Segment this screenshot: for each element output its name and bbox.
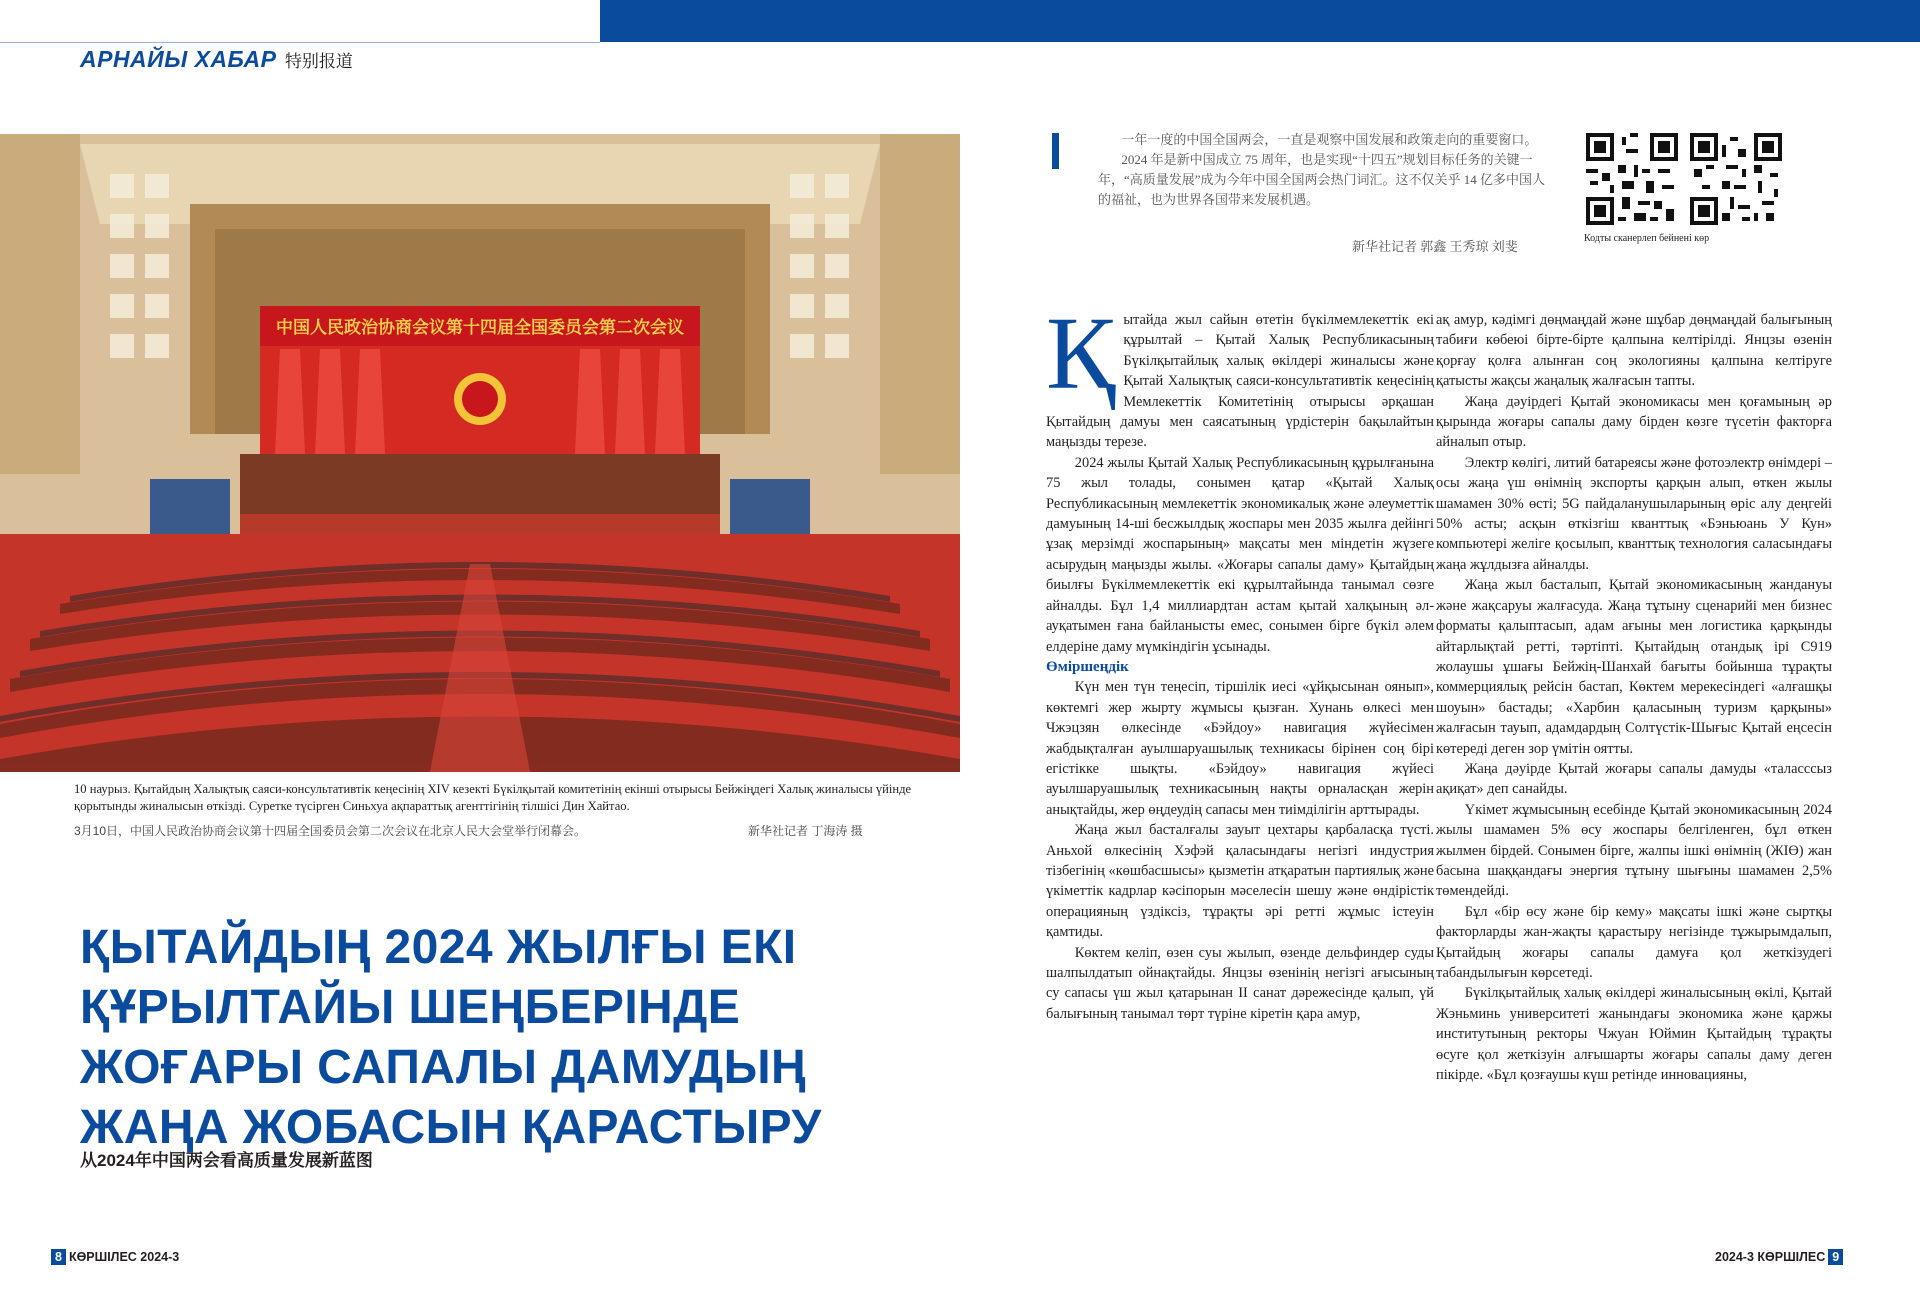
drop-cap: Қ	[1046, 296, 1116, 411]
section-title-kz: АРНАЙЫ ХАБАР	[80, 46, 277, 72]
article-paragraph: Көктем келіп, өзен суы жылып, өзенде дельфиндер суды шалпылдатып ойнақтайды. Янцзы өзенінің негізгі ағысының су сапасы үш жыл қатарынан II санат дәрежесінде қалып, үй балығының танымал төрт түріне кіретін қара амур,	[1046, 944, 1434, 1022]
qr-code-icon-1[interactable]	[1586, 133, 1678, 225]
article-paragraph: Электр көлігі, литий батареясы және фотоэлектр өнімдері – осы жаңа үш өнімнің экспорты қарқын алып, өткен жылы шамамен 30% өсті; 5G пайдаланушыларының өріс алу деңгейі 50% асты; асқын өткізгіш кванттық «Бэньюань У Кун» компьютері желіге қосылып, кванттық технология саласындағы жаңа жұлдызға айналды.	[1436, 454, 1832, 573]
article-headline: ҚЫТАЙДЫҢ 2024 ЖЫЛҒЫ ЕКІ ҚҰРЫЛТАЙЫ ШЕҢБЕРІНДЕ ЖОҒАРЫ САПАЛЫ ДАМУДЫҢ ЖАҢА ЖОБАСЫН ҚАРАСТЫРУ	[80, 921, 822, 1154]
article-paragraph: ақ амур, кәдімгі дөңмаңдай және шұбар дөңмаңдай балығының табиғи көбеюі бірте-бірте қалпына келтірілді. Янцзы өзенін қорғау қолға алынған соң экологияны қалпына келтіруге қатысты жақсы жаңалық жалғасын тапты.	[1436, 312, 1832, 390]
footer-right	[1715, 1249, 1846, 1265]
article-column-2	[1436, 310, 1832, 1085]
article-paragraph	[1046, 296, 1434, 453]
article-paragraph: Бұл «бір өсу және бір кему» мақсаты ішкі және сыртқы факторларды жан-жақты қарастыру негізінде тұжырымдалып, Қытайдың жоғары сапалы дамуға қол жеткізудегі табандылығын көрсетеді.	[1436, 903, 1832, 981]
article-paragraph: Жаңа жыл басталып, Қытай экономикасының жандануы және жақсаруы жалғасуда. Жаңа тұтыну сценарийі мен бизнес форматы қалыптасып, адам ағыны мен логистика қарқынды айтарлықтай ретті, тәртіпті. Қытайдың отандық ірі С919 жолаушы ұшағы Бейжің-Шанхай бағыты бойынша тұрақты коммерциялық рейсін бастап, Көктем мерекесіндегі «алғашқы шоуын» бастады; «Харбин қаласының туризм қарқыны» жалғасын тауып, адамдардың Солтүстік-Шығыс Қытай еңсесін көтереді деген зор үмітін оятты.	[1436, 577, 1832, 757]
conference-hall-photo	[0, 134, 960, 772]
article-paragraph: Күн мен түн теңесіп, тіршілік иесі «ұйқысынан оянып», көктемгі жер жырту жұмысы қызған. Хунань өлкесі мен Чжэцзян өлкесінде «Бэйдоу» навигация жүйесімен жабдықталған ауылшаруашылық техникасы бірінен соң бірі егістікке шықты. «Бэйдоу» навигация жүйесі ауылшаруашылық техникасының нақты орналасқан жерін анықтайды, жер өңдеудің сапасы мен тиімділігін арттырады.	[1046, 679, 1434, 818]
intro-credit: 新华社记者 郭鑫 王秀琼 刘斐	[1352, 239, 1518, 254]
article-paragraph: Жаңа дәуірдегі Қытай экономикасы мен қоғамының әр қырында жоғары сапалы даму бірден көзге түсетін факторға айналып отыр.	[1436, 393, 1832, 451]
footer-left-text: КӨРШІЛЕС 2024-3	[68, 1250, 180, 1264]
top-color-bar	[600, 0, 1920, 42]
intro-accent-bar	[1052, 133, 1059, 169]
article-paragraph: Үкімет жұмысының есебінде Қытай экономикасының 2024 жылы шамамен 5% өсу жоспары белгіленген, бұл өткен жылмен бірдей. Сонымен бірге, жалпы ішкі өнімнің (ЖІӨ) жан басына шаққандағы энергия тұтыну шығыны шамамен 2,5% төмендейді.	[1436, 801, 1832, 900]
photo-caption-zh: 3月10日，中国人民政治协商会议第十四届全国委员会第二次会议在北京人民大会堂举行闭幕会。	[74, 824, 587, 838]
article-subtitle-zh: 从2024年中国两会看高质量发展新蓝图	[80, 1151, 373, 1170]
article-column-1	[1046, 296, 1434, 1024]
qr-code-icon-2[interactable]	[1690, 133, 1782, 225]
article-paragraph: Жаңа жыл басталғалы зауыт цехтары қарбаласқа түсті. Аньхой өлкесінің Хэфэй қаласындағы негізгі индустрия тізбегінің «көшбасшысы» қызметін атқаратын партиялық және үкіметтік кадрлар кәсіпорын мәселесін шешу және өндірістік операцияның үздіксіз, тұрақты әрі ретті жұмыс істеуін қамтиды.	[1046, 822, 1434, 941]
intro-paragraph-1: 一年一度的中国全国两会，一直是观察中国发展和政策走向的重要窗口。	[1121, 132, 1538, 147]
banner-text: 中国人民政治协商会议第十四届全国委员会第二次会议	[276, 318, 684, 338]
photo-caption: 10 наурыз. Қытайдың Халықтық саяси-консультативтік кеңесінің XIV кезекті Бүкілқытай комитетінің екінші отырысы Бейжіңдегі Халық жиналысы үйінде қорытынды жиналысын өткізді. Суретке түсірген Синьхуа ақпараттық агенттігінің тілшісі Дин Хайтао.	[74, 782, 912, 813]
article-subhead: Өміршеңдік	[1046, 658, 1129, 675]
intro-text	[1098, 130, 1546, 210]
article-paragraph: Бүкілқытайлық халық өкілдері жиналысының өкілі, Қытай Жэньминь университеті жанындағы экономика және қаржы институтының ректоры Чжуан Юймин Қытайдың тұрақты өсуге қол жеткізуін алғышарты жоғары сапалы даму деген пікірде. «Бұл қозғаушы күш ретінде инновацияны,	[1436, 985, 1832, 1084]
page-number-left: 8	[51, 1249, 66, 1265]
qr-caption: Кодты сканерлеп бейнені көр	[1584, 233, 1710, 244]
article-paragraph-text: ытайда жыл сайын өтетін бүкілмемлекеттік екі құрылтай – Қытай Халық Республикасының Бүкілқытайлық халық өкілдері жиналысы және Қытай Халықтық саяси-консультативтік кеңесінің Мемлекеттік Комитетінің отырысы әрқашан Қытайдың дамуы мен саясатының үрдістерін бақылайтын маңызды терезе.	[1046, 312, 1434, 451]
section-title-zh: 特别报道	[284, 52, 353, 71]
article-paragraph: 2024 жылы Қытай Халық Республикасының құрылғанына 75 жыл толады, сонымен қатар «Қытай Халық Республикасының мемлекеттік экономикалық және әлеуметтік дамуының 14-ші бесжылдық жоспары мен 2035 жылға дейінгі ұзақ мерзімді жоспарының» мақсаты мен міндетін жүзеге асырудың маңызды жылы. «Жоғары сапалы даму» Қытайдың биылғы Бүкілмемлекеттік екі құрылтайында танымал сөзге айналды. Бұл 1,4 миллиардтан астам қытай халқының әл-ауқатымен ғана байланысты емес, сонымен бірге бүкіл әлем елдеріне даму мүмкіндігін ұсынады.	[1046, 454, 1434, 655]
intro-paragraph-2: 2024 年是新中国成立 75 周年，也是实现“十四五”规划目标任务的关键一年，“高质量发展”成为今年中国全国两会热门词汇。这不仅关乎 14 亿多中国人的福祉，也为世界各国带来发展机遇。	[1098, 152, 1546, 207]
photo-credit-zh: 新华社记者 丁海涛 摄	[748, 824, 863, 838]
footer-left	[48, 1249, 179, 1265]
section-header	[80, 46, 353, 73]
footer-right-text: 2024-3 КӨРШІЛЕС	[1715, 1250, 1826, 1264]
top-divider-line	[0, 42, 600, 43]
article-paragraph: Жаңа дәуірде Қытай жоғары сапалы дамуды «таласссыз ақиқат» деп санайды.	[1436, 760, 1832, 798]
page-number-right: 9	[1828, 1249, 1843, 1265]
